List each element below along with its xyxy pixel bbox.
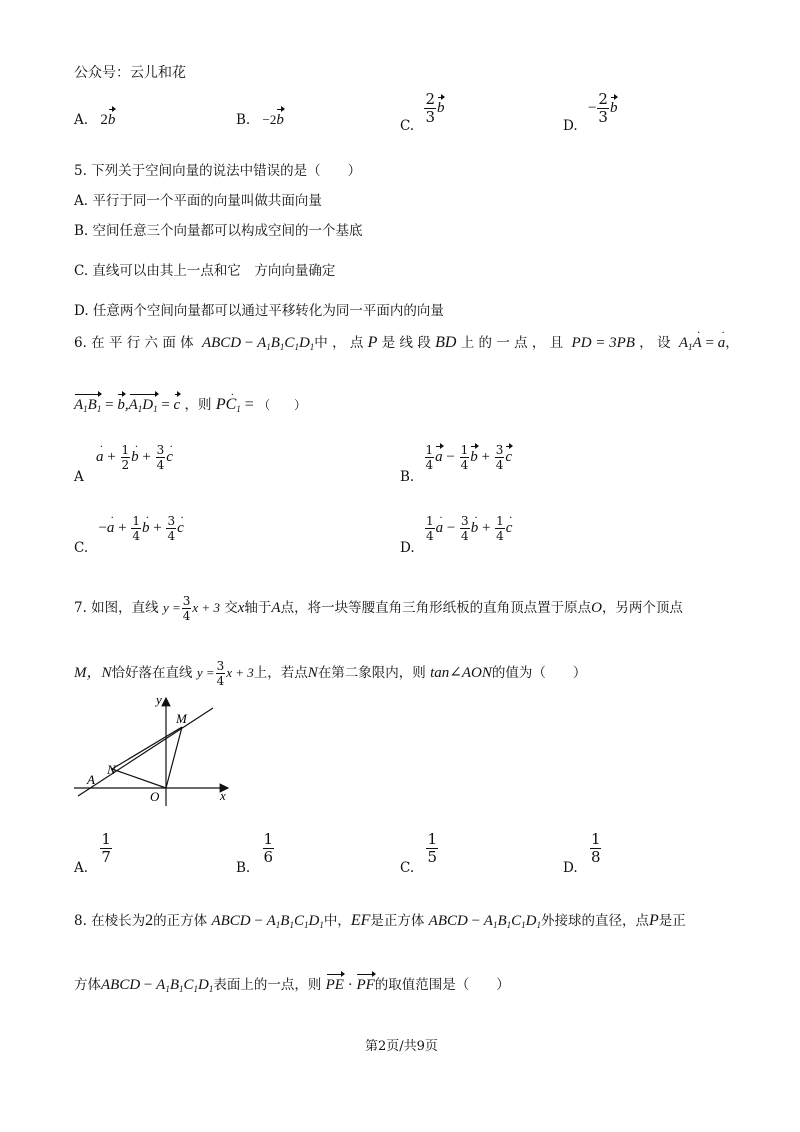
q4-option-c[interactable]: C. $\frac{2}{3}$ b <box>400 90 445 134</box>
q7-stem-line2: M，N恰好落在直线 y = $\frac{3}{4}$ x + 3上，若点N在第二象限内，则 tan∠AON的值为（ ） <box>74 659 587 688</box>
q8-stem-line2: 方体ABCD − $A_1B_1C_1D_1$表面上的一点，则 PE · PF的取值范围是（ ） <box>74 977 510 994</box>
q5-option-d[interactable]: D. 任意两个空间向量都可以通过平移转化为同一平面内的向量 <box>74 303 444 319</box>
q6-option-d[interactable]: D. $\frac{1}{4}$ a · − $\frac{3}{4}$ b · + $\frac{1}{4}$ c · <box>400 515 512 542</box>
segment-on <box>112 769 166 788</box>
label-m: M <box>176 711 187 726</box>
q7-option-a[interactable]: A. $\frac{1}{7}$ <box>74 830 111 876</box>
label-x: x <box>220 788 226 803</box>
q7-option-c[interactable]: C. $\frac{1}{5}$ <box>400 830 437 876</box>
q6-option-a[interactable]: A a · + $\frac{1}{2}$ b · + $\frac{3}{4}$ c · <box>74 444 173 471</box>
segment-om <box>166 727 182 788</box>
q5-stem: 5. 下列关于空间向量的说法中错误的是（ ） <box>74 163 362 179</box>
q8-stem-line1: 8. 在棱长为2的正方体 ABCD − $A_1B_1C_1D_1$中，EF是正方体 ABCD − $A_1B_1C_1D_1$外接球的直径，点P是正 <box>74 912 686 930</box>
header-watermark: 公众号：云儿和花 <box>74 65 186 81</box>
q5-option-c[interactable]: C. 直线可以由其上一点和它 方向向量确定 <box>74 263 336 279</box>
q7-figure <box>70 690 240 810</box>
q6-option-c[interactable]: C. −a · + $\frac{1}{4}$ b · + $\frac{3}{4}$ c · <box>74 515 184 542</box>
q7-stem-line1: 7. 如图，直线 y = $\frac{3}{4}$ x + 3 交x轴于A点，将一块等腰直角三角形纸板的直角顶点置于原点O，另两个顶点 <box>74 594 683 623</box>
segment-mn <box>112 727 182 769</box>
q6-option-b[interactable]: B. $\frac{1}{4}$ a − $\frac{1}{4}$ b + $\frac{3}{4}$ c <box>400 443 513 485</box>
page-number: 第2页/共9页 <box>365 1039 438 1054</box>
label-n: N <box>107 762 116 777</box>
q4-option-b[interactable]: B. −2b <box>236 112 284 128</box>
line-y34x3 <box>78 708 213 796</box>
q6-stem-line2: $A_1B_1 = b,A_1D_1 = c$ ，则 PC $\cdot_1$ = （ ） <box>74 396 306 418</box>
label-o: O <box>150 789 160 804</box>
q7-option-d[interactable]: D. $\frac{1}{8}$ <box>563 830 601 876</box>
q4-option-d[interactable]: D. − $\frac{2}{3}$ b <box>563 90 618 134</box>
label-a: A <box>87 772 95 787</box>
q4-option-a[interactable]: A. 2b <box>74 112 116 128</box>
q7-option-b[interactable]: B. $\frac{1}{6}$ <box>236 830 274 876</box>
q5-option-a[interactable]: A. 平行于同一个平面的向量叫做共面向量 <box>74 193 322 209</box>
q5-option-b[interactable]: B. 空间任意三个向量都可以构成空间的一个基底 <box>74 223 363 239</box>
label-y: y <box>156 692 162 707</box>
q6-stem-line1: 6. 在 平 行 六 面 体 ABCD − $A_1B_1C_1D_1$中 ， 点 P 是 线 段 BD 上 的 一 点 ， 且 PD = 3PB ， 设 $A_1A$ · = a ·， <box>74 334 739 356</box>
